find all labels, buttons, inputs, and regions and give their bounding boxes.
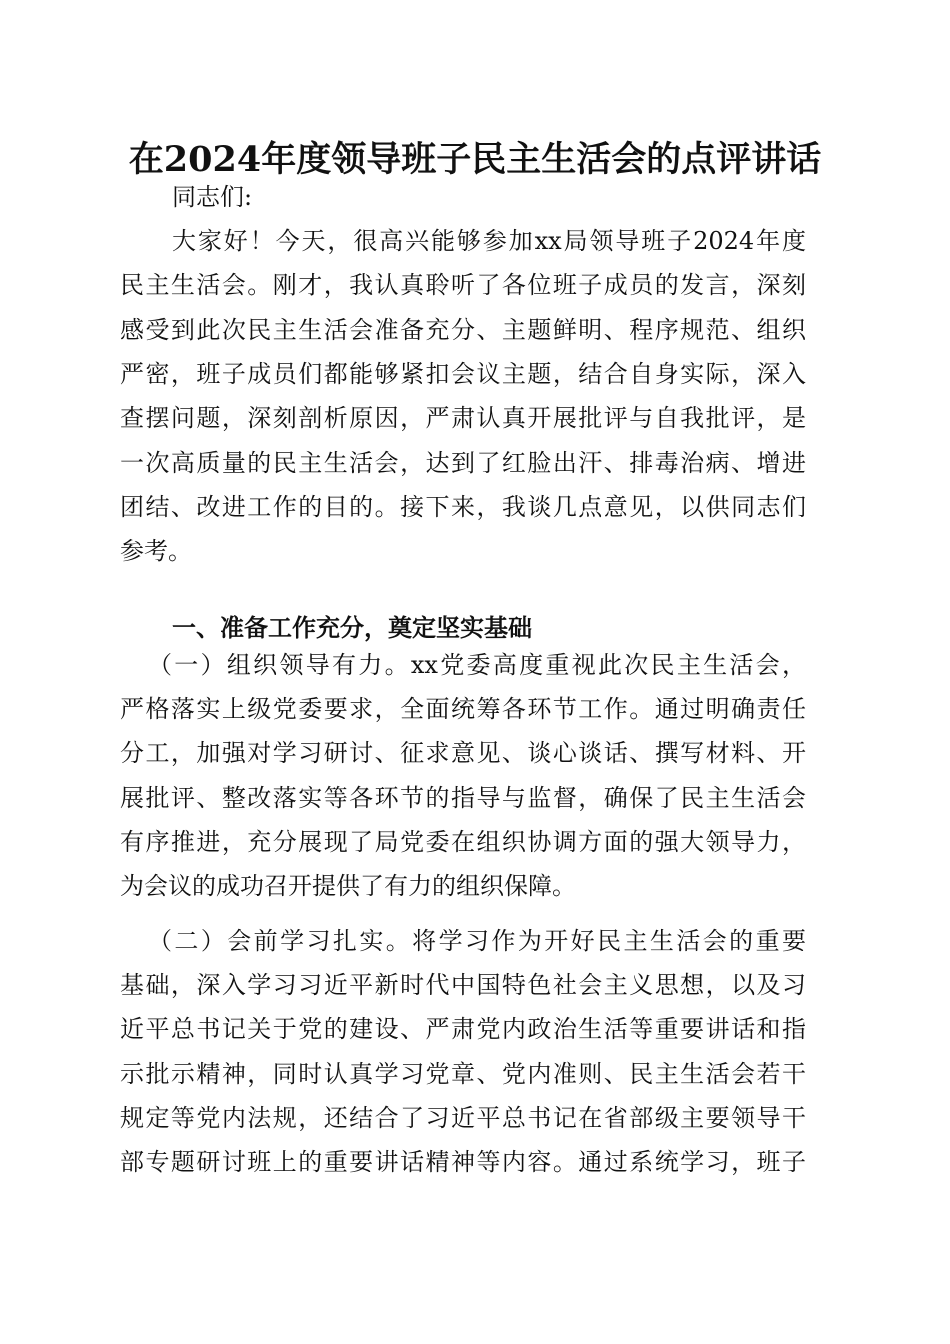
- paragraph-line: 示批示精神，同时认真学习党章、党内准则、民主生活会若干: [120, 1060, 806, 1088]
- paragraph-line: 为会议的成功召开提供了有力的组织保障。: [120, 872, 576, 900]
- paragraph-line: 严密，班子成员们都能够紧扣会议主题，结合自身实际，深入: [120, 360, 806, 388]
- paragraph-line: 基础，深入学习习近平新时代中国特色社会主义思想，以及习: [120, 971, 806, 999]
- paragraph-line: 大家好！今天，很高兴能够参加xx局领导班子2024年度: [172, 227, 806, 255]
- paragraph-line: 展批评、整改落实等各环节的指导与监督，确保了民主生活会: [120, 784, 806, 812]
- document-title: 在2024年度领导班子民主生活会的点评讲话: [128, 139, 822, 180]
- paragraph-line: 近平总书记关于党的建设、严肃党内政治生活等重要讲话和指: [120, 1015, 806, 1043]
- paragraph-line: （一）组织领导有力。xx党委高度重视此次民主生活会，: [148, 651, 806, 679]
- paragraph-line: 感受到此次民主生活会准备充分、主题鲜明、程序规范、组织: [120, 316, 806, 344]
- paragraph-line: 团结、改进工作的目的。接下来，我谈几点意见，以供同志们: [120, 493, 806, 521]
- section-heading: 一、准备工作充分，奠定坚实基础: [172, 613, 532, 642]
- paragraph-line: 一次高质量的民主生活会，达到了红脸出汗、排毒治病、增进: [120, 449, 806, 477]
- paragraph-line: 部专题研讨班上的重要讲话精神等内容。通过系统学习，班子: [120, 1148, 806, 1176]
- paragraph-line: 查摆问题，深刻剖析原因，严肃认真开展批评与自我批评，是: [120, 404, 806, 432]
- paragraph-line: 民主生活会。刚才，我认真聆听了各位班子成员的发言，深刻: [120, 271, 806, 299]
- paragraph-line: 参考。: [120, 537, 192, 565]
- paragraph-line: 严格落实上级党委要求，全面统筹各环节工作。通过明确责任: [120, 695, 806, 723]
- greeting: 同志们:: [172, 183, 253, 211]
- paragraph-line: 分工，加强对学习研讨、征求意见、谈心谈话、撰写材料、开: [120, 739, 806, 767]
- paragraph-line: （二）会前学习扎实。将学习作为开好民主生活会的重要: [148, 927, 806, 955]
- paragraph-line: 有序推进，充分展现了局党委在组织协调方面的强大领导力，: [120, 828, 806, 856]
- paragraph-line: 规定等党内法规，还结合了习近平总书记在省部级主要领导干: [120, 1104, 806, 1132]
